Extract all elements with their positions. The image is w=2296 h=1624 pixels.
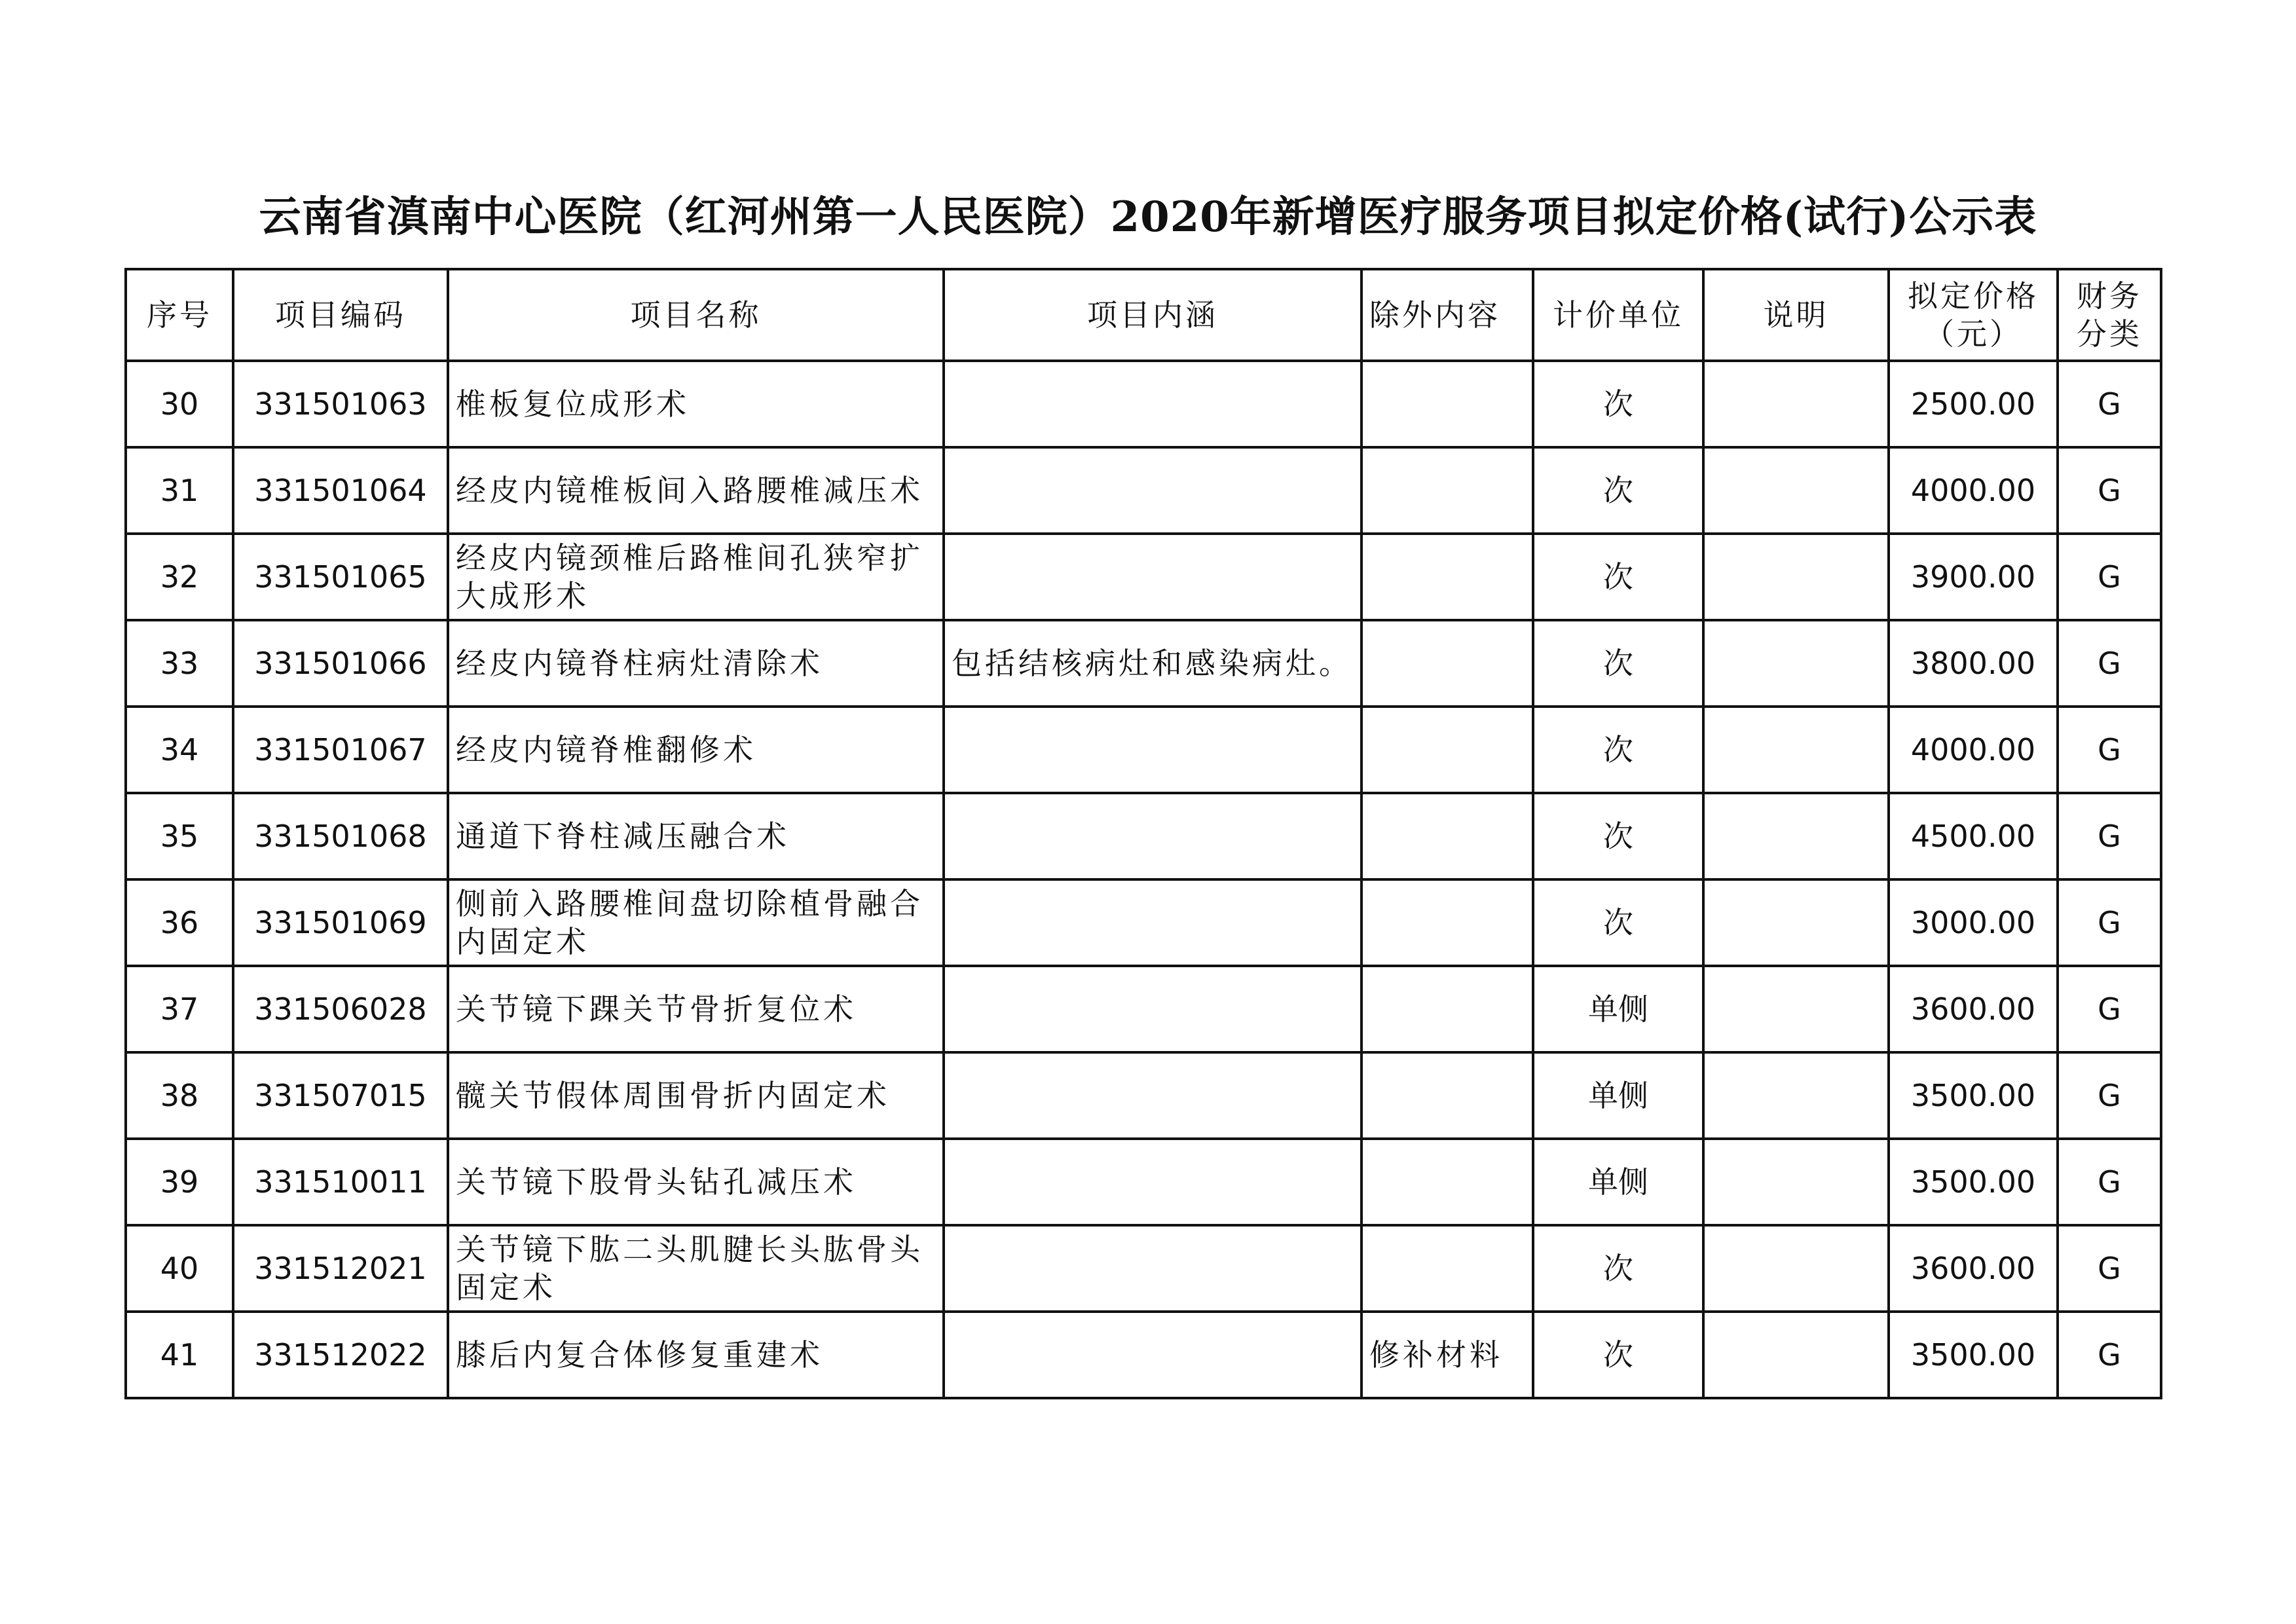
cell-note [1703,1139,1889,1225]
table-row [126,1139,2161,1225]
cell-price: 3600.00 [1889,966,2058,1052]
table-row [126,447,2161,534]
cell-name: 经皮内镜椎板间入路腰椎减压术 [448,447,944,534]
cell-unit: 次 [1533,1225,1703,1312]
cell-seq: 40 [126,1225,233,1312]
header-category-line2: 分类 [2077,316,2142,352]
cell-code: 331506028 [233,966,448,1052]
cell-seq: 35 [126,793,233,879]
cell-price: 3500.00 [1889,1052,2058,1139]
header-category-line1: 财务 [2077,278,2142,314]
header-category [2058,269,2161,361]
cell-category: G [2058,620,2161,707]
cell-content [944,793,1361,879]
cell-exclusion [1361,793,1533,879]
cell-content: 包括结核病灶和感染病灶。 [944,620,1361,707]
cell-name: 侧前入路腰椎间盘切除植骨融合内固定术 [448,879,944,966]
cell-name: 关节镜下股骨头钻孔减压术 [448,1139,944,1225]
cell-price: 3500.00 [1889,1139,2058,1225]
cell-category: G [2058,1312,2161,1398]
cell-note [1703,1312,1889,1398]
cell-seq: 34 [126,707,233,793]
cell-price: 3800.00 [1889,620,2058,707]
cell-note [1703,793,1889,879]
cell-unit: 次 [1533,447,1703,534]
cell-price: 3600.00 [1889,1225,2058,1312]
header-seq: 序号 [126,269,233,361]
cell-price: 3900.00 [1889,534,2058,620]
cell-name: 椎板复位成形术 [448,361,944,447]
cell-category: G [2058,966,2161,1052]
cell-content [944,1312,1361,1398]
cell-category: G [2058,447,2161,534]
table-row [126,1052,2161,1139]
cell-seq: 32 [126,534,233,620]
table-row [126,966,2161,1052]
cell-code: 331501069 [233,879,448,966]
cell-exclusion: 修补材料 [1361,1312,1533,1398]
cell-note [1703,534,1889,620]
table-row [126,1225,2161,1312]
table-header-row [126,269,2161,361]
cell-seq: 31 [126,447,233,534]
cell-seq: 38 [126,1052,233,1139]
cell-price: 2500.00 [1889,361,2058,447]
cell-seq: 39 [126,1139,233,1225]
header-price-line1: 拟定价格 [1908,278,2039,314]
cell-price: 4000.00 [1889,707,2058,793]
cell-unit: 次 [1533,879,1703,966]
cell-content [944,534,1361,620]
cell-code: 331501063 [233,361,448,447]
header-note: 说明 [1703,269,1889,361]
cell-exclusion [1361,1225,1533,1312]
cell-name: 经皮内镜脊柱病灶清除术 [448,620,944,707]
cell-category: G [2058,361,2161,447]
cell-unit: 次 [1533,534,1703,620]
cell-category: G [2058,879,2161,966]
cell-content [944,879,1361,966]
cell-exclusion [1361,966,1533,1052]
table-row [126,361,2161,447]
cell-seq: 30 [126,361,233,447]
cell-code: 331501067 [233,707,448,793]
cell-exclusion [1361,361,1533,447]
cell-category: G [2058,707,2161,793]
cell-note [1703,361,1889,447]
page-title: 云南省滇南中心医院（红河州第一人民医院）2020年新增医疗服务项目拟定价格(试行)公示表 [259,193,2037,242]
cell-seq: 37 [126,966,233,1052]
cell-note [1703,879,1889,966]
cell-exclusion [1361,1139,1533,1225]
cell-code: 331512021 [233,1225,448,1312]
cell-exclusion [1361,534,1533,620]
header-name: 项目名称 [448,269,944,361]
cell-code: 331501068 [233,793,448,879]
cell-category: G [2058,1052,2161,1139]
header-code: 项目编码 [233,269,448,361]
cell-content [944,447,1361,534]
cell-name: 经皮内镜脊椎翻修术 [448,707,944,793]
cell-exclusion [1361,620,1533,707]
cell-content [944,1139,1361,1225]
header-unit: 计价单位 [1533,269,1703,361]
cell-exclusion [1361,879,1533,966]
cell-category: G [2058,793,2161,879]
cell-price: 3000.00 [1889,879,2058,966]
table-row [126,879,2161,966]
cell-content [944,1052,1361,1139]
cell-exclusion [1361,707,1533,793]
cell-code: 331512022 [233,1312,448,1398]
cell-exclusion [1361,1052,1533,1139]
table-row [126,534,2161,620]
cell-unit: 单侧 [1533,1052,1703,1139]
table-row [126,707,2161,793]
header-price-line2: （元） [1924,316,2022,352]
table-row [126,620,2161,707]
cell-note [1703,966,1889,1052]
cell-note [1703,620,1889,707]
cell-unit: 次 [1533,620,1703,707]
cell-unit: 单侧 [1533,1139,1703,1225]
cell-code: 331507015 [233,1052,448,1139]
cell-content [944,966,1361,1052]
cell-unit: 次 [1533,707,1703,793]
header-exclusion: 除外内容 [1361,269,1533,361]
cell-note [1703,447,1889,534]
cell-seq: 41 [126,1312,233,1398]
cell-name: 膝后内复合体修复重建术 [448,1312,944,1398]
cell-unit: 次 [1533,793,1703,879]
cell-name: 髋关节假体周围骨折内固定术 [448,1052,944,1139]
cell-unit: 次 [1533,361,1703,447]
table-row [126,793,2161,879]
table-row [126,1312,2161,1398]
cell-unit: 单侧 [1533,966,1703,1052]
cell-note [1703,1225,1889,1312]
cell-code: 331501065 [233,534,448,620]
price-table [124,268,2162,1399]
cell-note [1703,1052,1889,1139]
cell-note [1703,707,1889,793]
cell-name: 通道下脊柱减压融合术 [448,793,944,879]
cell-content [944,361,1361,447]
cell-name: 关节镜下肱二头肌腱长头肱骨头固定术 [448,1225,944,1312]
header-price [1889,269,2058,361]
cell-price: 4500.00 [1889,793,2058,879]
cell-name: 经皮内镜颈椎后路椎间孔狭窄扩大成形术 [448,534,944,620]
cell-code: 331510011 [233,1139,448,1225]
cell-content [944,1225,1361,1312]
cell-seq: 33 [126,620,233,707]
cell-seq: 36 [126,879,233,966]
cell-category: G [2058,1225,2161,1312]
cell-name: 关节镜下踝关节骨折复位术 [448,966,944,1052]
header-content: 项目内涵 [944,269,1361,361]
cell-content [944,707,1361,793]
cell-price: 4000.00 [1889,447,2058,534]
cell-exclusion [1361,447,1533,534]
cell-category: G [2058,534,2161,620]
cell-code: 331501064 [233,447,448,534]
cell-category: G [2058,1139,2161,1225]
cell-price: 3500.00 [1889,1312,2058,1398]
cell-code: 331501066 [233,620,448,707]
cell-unit: 次 [1533,1312,1703,1398]
